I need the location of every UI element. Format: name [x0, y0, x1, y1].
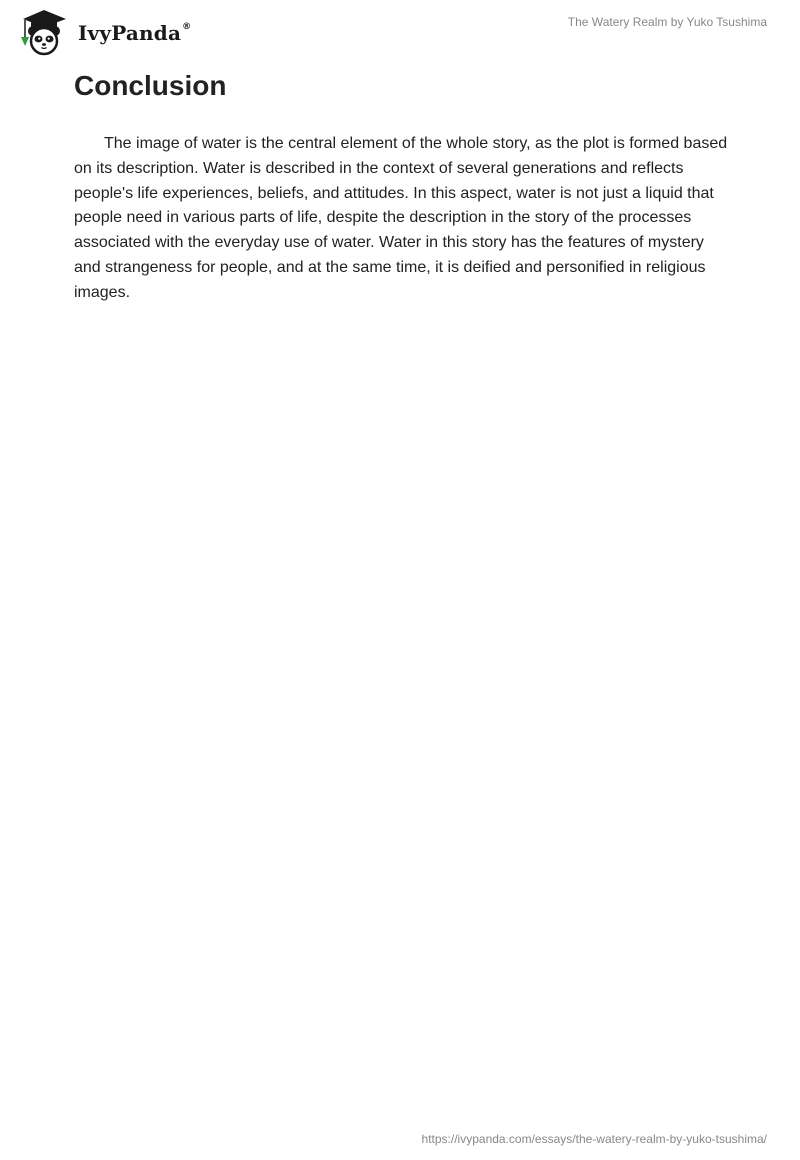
footer-source-url[interactable]: https://ivypanda.com/essays/the-watery-realm-by-yuko-tsushima/: [421, 1132, 767, 1146]
registered-mark: ®: [182, 22, 192, 33]
brand-logo[interactable]: [16, 8, 191, 56]
panda-graduate-logo-icon: [16, 8, 74, 56]
running-header-title: The Watery Realm by Yuko Tsushima: [567, 15, 767, 29]
brand-name: [78, 21, 191, 45]
body-paragraph: The image of water is the central element of the whole story, as the plot is formed based on its description. Water is described in the context of several generations and reflects people's life experiences, beliefs, and attitudes. In this aspect, water is not just a liquid that people need in various parts of life, despite the description in the story of the processes associated with the everyday use of water. Water in this story has the features of mystery and strangeness for people, and at the same time, it is deified and personified in religious images.: [74, 135, 728, 301]
section-heading: Conclusion: [74, 70, 227, 101]
brand-name-text: IvyPanda: [78, 21, 182, 45]
